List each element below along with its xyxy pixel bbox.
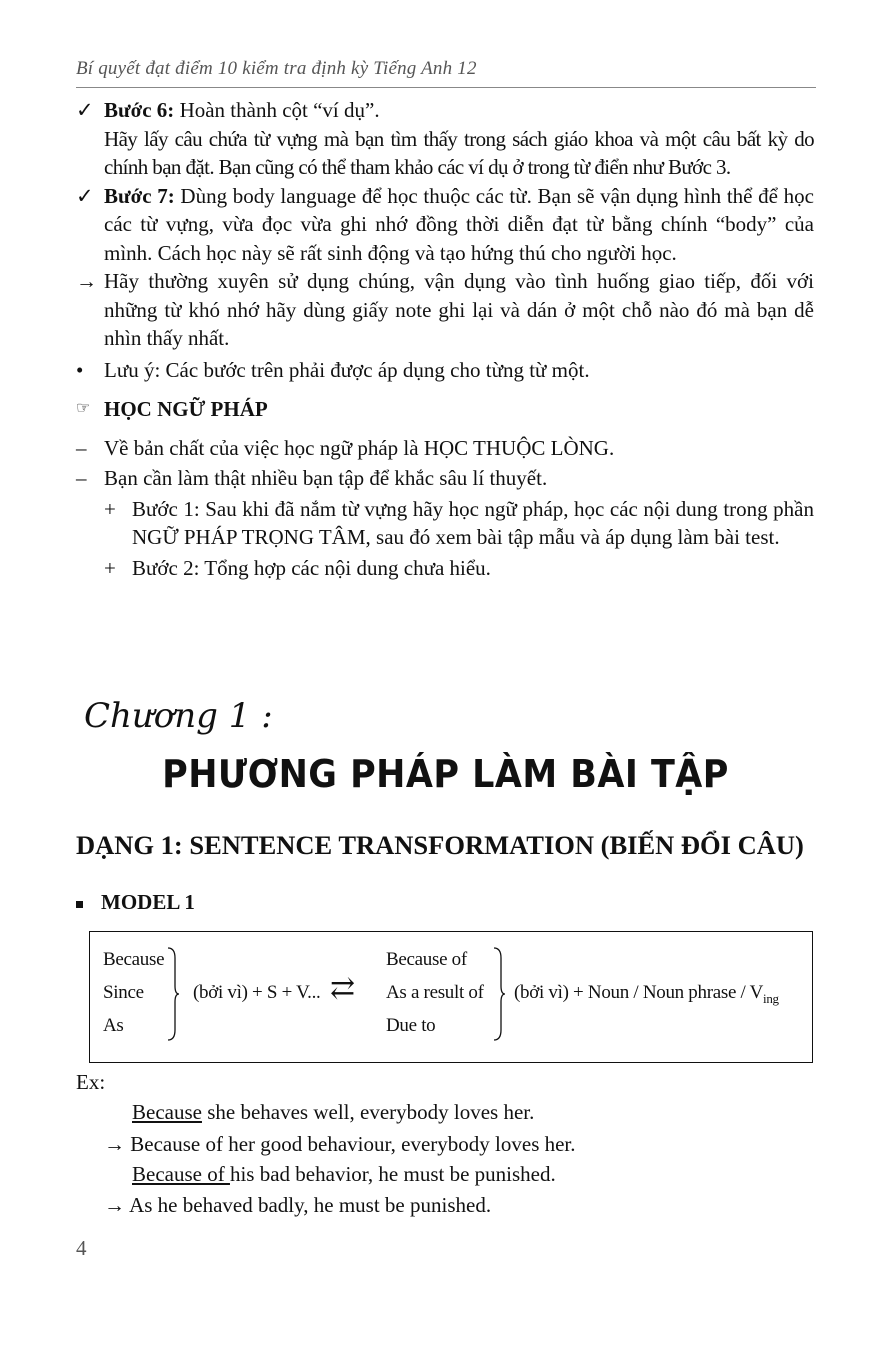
dash-marker: – [76,435,87,460]
grammar-item [76,434,814,463]
right-brace-icon [166,946,180,1042]
step-6-label: Bước 6: [104,98,175,122]
conjunction-word: As [103,1015,124,1036]
grammar-heading [76,395,814,424]
grammar-heading-text: HỌC NGỮ PHÁP [104,397,268,421]
section-heading: DẠNG 1: SENTENCE TRANSFORMATION (BIẾN ĐỔI CÂU) [76,830,804,860]
noun-structure-text: (bởi vì) + Noun / Noun phrase / V [514,982,764,1003]
example-line [132,1162,556,1187]
grammar-sub-item-text: Bước 1: Sau khi đã nắm từ vựng hãy học ngữ pháp, học các nội dung trong phần NGỮ PHÁP TRỌNG TÂM, sau đó xem bài tập mẫu và áp dụng làm bài test. [132,496,814,549]
example-text: she behaves well, everybody loves her. [201,1100,535,1124]
checkmark-icon: ✓ [76,183,94,208]
formula-box [89,931,813,1063]
example-text: As he behaved badly, he must be punished. [129,1193,492,1217]
grammar-item [76,464,814,493]
clause-structure: (bởi vì) + S + V... [193,982,321,1003]
preposition-phrase: As a result of [386,982,484,1003]
step-7 [76,182,814,268]
grammar-item-text: Bạn cần làm thật nhiều bạn tập để khắc sâu lí thuyết. [104,466,548,490]
reminder-note [76,356,814,385]
example-text: Because of her good behaviour, everybody loves her. [130,1132,576,1156]
dash-marker: – [76,466,87,490]
page-number: 4 [76,1236,87,1260]
grammar-sub-item-text: Bước 2: Tổng hợp các nội dung chưa hiểu. [132,555,491,580]
grammar-section [76,395,814,582]
reminder-text: Lưu ý: Các bước trên phải được áp dụng cho từng từ một. [104,357,590,382]
practice-note-text: Hãy thường xuyên sử dụng chúng, vận dụng vào tình huống giao tiếp, đối với những từ khó nhớ hãy dùng giấy note ghi lại và dán ở một chỗ nào đó mà bạn dễ nhìn thấy nhất. [104,269,814,350]
model-label: MODEL 1 [101,890,195,914]
square-bullet-icon [76,901,83,908]
right-arrow-icon: → [76,269,97,293]
grammar-item-text: Về bản chất của việc học ngữ pháp là HỌC THUỘC LÒNG. [104,435,615,460]
example-text: his bad behavior, he must be punished. [229,1162,556,1186]
study-steps [76,96,814,384]
header-divider [76,87,816,88]
conjunction-word: Since [103,982,144,1003]
chapter-title: PHƯƠNG PHÁP LÀM BÀI TẬP [162,752,729,796]
running-header: Bí quyết đạt điểm 10 kiểm tra định kỳ Tiếng Anh 12 [76,58,477,79]
step-6-continuation: Hãy lấy câu chứa từ vựng mà bạn tìm thấy trong sách giáo khoa và một câu bất kỳ do chính bạn đặt. Bạn cũng có thể tham khảo các ví dụ ở trong từ điển như Bước 3. [104,126,814,179]
step-6 [76,96,814,182]
right-brace-icon [492,946,506,1042]
conjunction-word: Because [103,949,165,970]
exchange-arrow-icon: ⇄ [330,972,355,1005]
example-line [132,1100,534,1125]
plus-marker: + [104,496,116,521]
preposition-phrase: Because of [386,949,467,970]
example-label: Ex: [76,1070,106,1094]
example-line [104,1193,491,1218]
right-arrow-icon: → [104,1193,125,1217]
practice-note [76,267,814,353]
noun-structure [514,982,779,1007]
ing-subscript: ing [763,990,779,1006]
plus-marker: + [104,555,116,580]
example-line [104,1132,576,1157]
step-7-text: Dùng body language để học thuộc các từ. Bạn sẽ vận dụng hình thể để học các từ vựng, vừa đọc vừa ghi nhớ đồng thời diễn đạt từ bằng chính “body” của mình. Cách học này sẽ rất sinh động và tạo hứng thú cho người học. [104,183,814,265]
chapter-label: Chương 1 : [84,696,273,736]
grammar-sub-item [76,554,814,583]
step-6-text: Hoàn thành cột “ví dụ”. [174,98,380,122]
step-7-label: Bước 7: [104,183,175,208]
right-arrow-icon: → [104,1132,125,1156]
checkmark-icon: ✓ [76,98,94,122]
grammar-sub-item [76,495,814,552]
preposition-phrase: Due to [386,1015,436,1036]
underlined-conjunction: Because [132,1100,202,1124]
model-heading [76,890,195,915]
underlined-conjunction: Because of [132,1162,230,1186]
pointing-hand-icon: ☞ [76,400,91,417]
bullet-icon: • [76,357,84,382]
